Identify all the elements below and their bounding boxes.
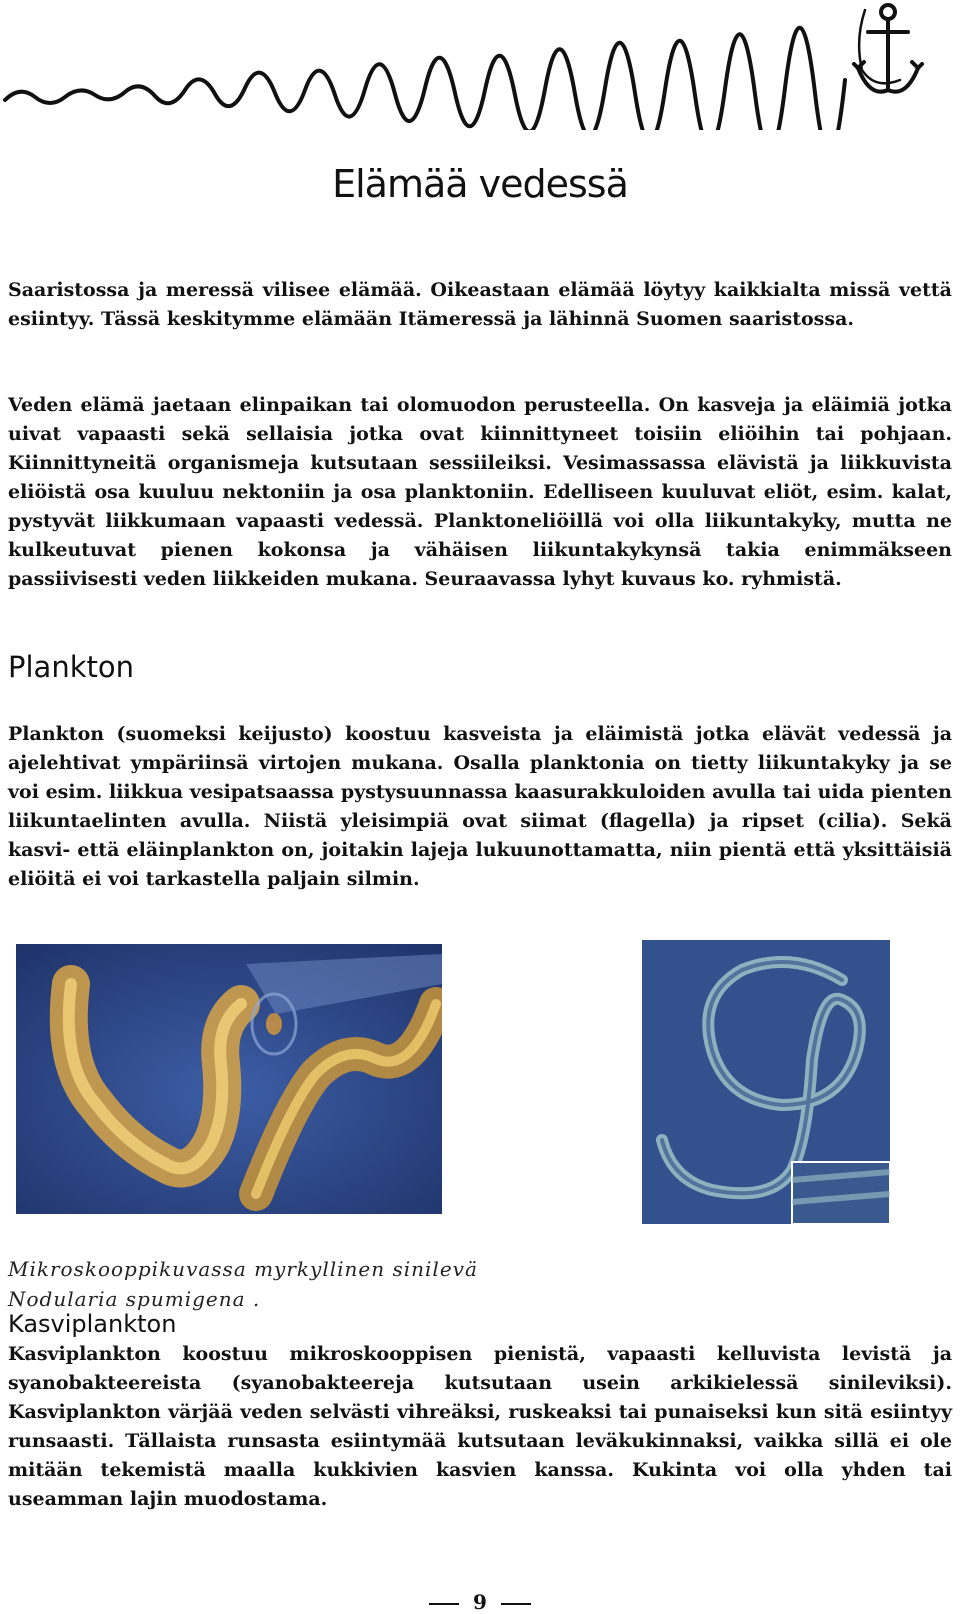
page-title: Elämää vedessä <box>332 162 628 206</box>
kasviplankton-paragraph: Kasviplankton koostuu mikroskooppisen pienistä, vapaasti kelluvista levistä ja syanobakteereista (syanobakteereja kutsutaan usein arkikielessä sinileviksi). Kasviplankton värjää veden selvästi vihreäksi, ruskeaksi tai punaiseksi kun sitä esiintyy runsaasti. Tällaista runsasta esiintymää kutsutaan leväkukinnaksi, vaikka sillä ei ole mitään tekemistä maalla kukkivien kasvien kanssa. Kukinta voi olla yhden tai useamman lajin muodostama. <box>8 1343 952 1510</box>
nodularia-microscope-image <box>16 944 442 1214</box>
page-number-value: 9 <box>473 1590 487 1614</box>
intro-paragraph-1: Saaristossa ja meressä vilisee elämää. Oikeastaan elämää löytyy kaikkialta missä vettä esiintyy. Tässä keskitymme elämään Itämeressä ja lähinnä Suomen saaristossa. <box>8 279 952 330</box>
page-number-dash-left <box>429 1603 459 1605</box>
kasviplankton-heading: Kasviplankton <box>8 1310 177 1338</box>
wave-decoration <box>0 0 960 130</box>
cyanobacteria-filament-image <box>642 940 890 1224</box>
page-number <box>0 1590 960 1614</box>
intro-paragraph-2: Veden elämä jaetaan elinpaikan tai olomuodon perusteella. On kasveja ja eläimiä jotka uivat vapaasti sekä sellaisia jotka ovat kiinnittyneet toisiin eliöihin tai pohjaan. Kiinnittyneitä organismeja kutsutaan sessiileiksi. Vesimassassa elävistä ja liikkuvista eliöistä osa kuuluu nektoniin ja osa planktoniin. Edelliseen kuuluvat eliöt, esim. kalat, pystyvät liikkumaan vapaasti vedessä. Planktoneliöillä voi olla liikuntakyky, mutta ne kulkeutuvat pienen kokonsa ja vähäisen liikuntakykynsä takia enimmäkseen passiivisesti veden liikkeiden mukana. Seuraavassa lyhyt kuvaus ko. ryhmistä. <box>8 394 952 590</box>
plankton-paragraph: Plankton (suomeksi keijusto) koostuu kasveista ja eläimistä jotka elävät vedessä ja ajelehtivat ympäriinsä virtojen mukana. Osalla planktonia on tietty liikuntakyky ja se voi esim. liikkua vesipatsaassa pystysuunnassa kaasurakkuloiden avulla tai uida pienten liikuntaelinten avulla. Niistä yleisimpiä ovat siimat (flagella) ja ripset (cilia). Sekä kasvi- että eläinplankton on, joitakin lajeja lukuunottamatta, niin pientä että yksittäisiä eliöitä ei voi tarkastella paljain silmin. <box>8 723 952 890</box>
plankton-heading: Plankton <box>8 650 134 684</box>
page-number-dash-right <box>501 1603 531 1605</box>
anchor-icon <box>854 5 922 92</box>
figure-caption: Mikroskooppikuvassa myrkyllinen sinilevä Nodularia spumigena . <box>8 1257 478 1311</box>
